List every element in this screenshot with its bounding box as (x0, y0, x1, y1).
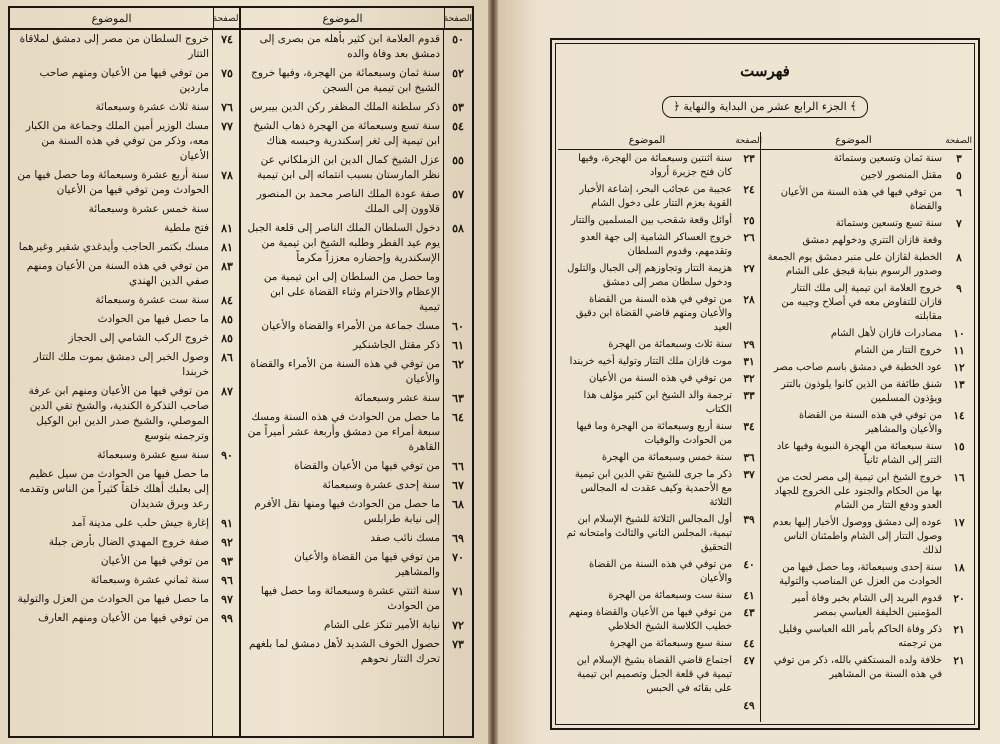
entry-topic: ما حصل من الحوادث فيها ومنها نقل الأفرم إلى نيابة طرابلس (254, 498, 440, 525)
entry-topic: ذكر سلطنة الملك المظفر ركن الدين بيبرس (249, 101, 440, 113)
index-entry (10, 571, 241, 590)
entry-page-number: ٢٣ (743, 152, 755, 165)
page-header-label: الصفحة (444, 8, 472, 28)
index-entry (761, 621, 972, 652)
index-entry (558, 260, 762, 291)
entry-page-number: ٢٤ (743, 183, 755, 196)
entry-topic: من توفي فيها من الأعيان ومنهم العارف (38, 612, 209, 624)
right-page (498, 0, 1000, 744)
index-entry (558, 181, 762, 212)
entry-page-number: ١٥ (953, 440, 965, 453)
entry-topic: سنة ثمان وتسعين وستمائة (833, 152, 942, 164)
entry-page-number: ٤٤ (743, 637, 755, 650)
entry-topic: سنة عشر وسبعمائة (354, 392, 440, 404)
entry-topic: سنة ثمان وسبعمائة من الهجرة، وفيها خروج الشيخ ابن تيمية من السجن (251, 67, 440, 94)
column-header (558, 132, 762, 150)
index-entry (558, 635, 762, 652)
book-gutter (488, 0, 498, 744)
entry-page-number: ١٧ (953, 516, 965, 529)
entry-topic: سنة سبعمائة من الهجرة النبوية وفيها عاد التتر إلى الشام ثانياً (776, 440, 942, 466)
entry-page-number: ٧٤ (221, 33, 233, 46)
entry-topic: مصادرات قازان لأهل الشام (830, 327, 942, 339)
index-entry (558, 212, 762, 229)
index-entry (761, 150, 972, 167)
entry-topic: ما حصل فيها من الحوادث من العزل والتولية (17, 593, 209, 605)
entry-page-number: ٥٨ (452, 222, 464, 235)
entry-page-number: ٤٧ (743, 654, 755, 667)
index-rows (761, 150, 972, 683)
column-header (761, 132, 972, 150)
entry-page-number: ٦١ (452, 339, 464, 352)
index-entry (558, 291, 762, 336)
index-entry (241, 317, 472, 336)
entry-page-number: ٦٧ (452, 479, 464, 492)
entry-page-number: ١٢ (953, 361, 965, 374)
entry-topic: من توفي فيها من الأعيان والقضاة ومنهم خطيب الكلاسة الشيخ الخلاطي (568, 606, 732, 632)
entry-page-number: ٩٦ (221, 574, 233, 587)
entry-page-number: ٢٥ (743, 214, 755, 227)
index-entry (10, 200, 241, 219)
entry-page-number: ٧٨ (221, 169, 233, 182)
entry-page-number: ٨٧ (221, 385, 233, 398)
entry-page-number: ٧ (956, 217, 962, 230)
entry-page-number: ٩٠ (221, 449, 233, 462)
topic-header-label: الموضوع (322, 11, 363, 25)
entry-page-number: ٦٢ (452, 358, 464, 371)
entry-topic: نيابة الأمير تنكز على الشام (323, 619, 440, 631)
index-entry (241, 64, 472, 98)
page-header-label: الصفحة (213, 8, 241, 28)
entry-topic: ذكر مقتل الجاشنكير (352, 339, 440, 351)
index-rows (558, 150, 762, 714)
entry-page-number: ٤٩ (743, 699, 755, 712)
entry-topic: سنة إحدى وسبعمائة، وما حصل فيها من الحوادث من العزل عن المناصب والتولية (779, 561, 942, 587)
topic-header-label: الموضوع (835, 135, 872, 146)
entry-topic: عود الخطبة في دمشق باسم صاحب مصر (773, 361, 942, 373)
index-entry (241, 457, 472, 476)
entry-topic: من توفي فيها في هذه السنة من الأعيان والقضاة (780, 186, 942, 212)
entry-page-number: ٧٥ (221, 67, 233, 80)
entry-page-number: ٦٣ (452, 392, 464, 405)
entry-page-number: ٧١ (452, 585, 464, 598)
entry-topic: سنة ثماني عشرة وسبعمائة (90, 574, 209, 586)
index-entry (241, 635, 472, 669)
entry-topic: من توفي في هذه السنة من القضاة والأعيان ومنهم قاضي القضاة ابن دقيق العيد (575, 293, 732, 333)
entry-page-number: ٦٩ (452, 532, 464, 545)
entry-page-number: ٩٩ (221, 612, 233, 625)
entry-page-number: ٢١ (953, 654, 965, 667)
entry-topic: خروج العساكر الشامية إلى جهة العدو وتقدمهم، وقدوم السلطان (580, 231, 732, 257)
entry-page-number: ٩ (956, 282, 962, 295)
index-entry (558, 370, 762, 387)
index-entry (761, 325, 972, 342)
index-rows (10, 30, 241, 628)
index-entry (241, 582, 472, 616)
index-entry (761, 469, 972, 514)
index-entry (10, 257, 241, 291)
index-entry (241, 185, 472, 219)
index-entry (241, 30, 472, 64)
entry-topic: من توفي في هذه السنة من الأمراء والقضاة والأعيان (250, 358, 440, 385)
index-entry (761, 590, 972, 621)
index-entry (761, 376, 972, 407)
entry-topic: خروج الركب الشامي إلى الحجاز (68, 332, 209, 344)
right-column-right (760, 132, 972, 722)
index-entry (558, 587, 762, 604)
entry-page-number: ٧٧ (221, 120, 233, 133)
entry-page-number: ٣٤ (743, 420, 755, 433)
index-entry (761, 232, 972, 249)
volume-subtitle: ﴿ الجزء الرابع عشر من البداية والنهاية ﴾ (662, 96, 868, 118)
index-entry (241, 476, 472, 495)
entry-page-number: ٥٠ (452, 33, 464, 46)
entry-page-number: ٨٣ (221, 260, 233, 273)
entry-page-number: ٩٣ (221, 555, 233, 568)
index-entry (241, 616, 472, 635)
entry-page-number: ٢٩ (743, 338, 755, 351)
entry-topic: مسك الوزير أمين الملك وجماعة من الكبار معه، وذكر من توفي في هذه السنة من الأعيان (25, 120, 209, 162)
entry-topic: وصول الخبر إلى دمشق بموت ملك التتار خربندا (33, 351, 209, 378)
entry-page-number: ٥٢ (452, 67, 464, 80)
index-entry (10, 310, 241, 329)
index-entry (241, 548, 472, 582)
entry-page-number: ٥٥ (452, 154, 464, 167)
entry-page-number: ٧٠ (452, 551, 464, 564)
entry-page-number: ٨ (956, 251, 962, 264)
entry-page-number: ٧٣ (452, 638, 464, 651)
entry-page-number: ١٦ (953, 471, 965, 484)
entry-topic: ما حصل من الحوادث في هذه السنة ومسك سبعة أمراء من دمشق وأربعة عشر أميراً من القاهرة (247, 411, 440, 453)
index-entry (761, 407, 972, 438)
index-entry (761, 559, 972, 590)
entry-page-number: ٥٣ (452, 101, 464, 114)
entry-topic: مسك جماعة من الأمراء والقضاة والأعيان (261, 320, 440, 332)
entry-topic: من توفي فيها من الأعيان (100, 555, 209, 567)
entry-topic: من توفي في هذه السنة من الأعيان ومنهم صفي الدين الهندي (26, 260, 209, 287)
entry-page-number: ٤٣ (743, 606, 755, 619)
index-entry (241, 336, 472, 355)
entry-topic: من توفي فيها من الأعيان ومنهم صاحب ماردين (39, 67, 209, 94)
entry-page-number: ٦ (956, 186, 962, 199)
index-entry (558, 556, 762, 587)
left-column-left (10, 8, 241, 736)
index-entry (10, 238, 241, 257)
entry-topic: صفة عودة الملك الناصر محمد بن المنصور قلاوون إلى الملك (256, 188, 440, 215)
entry-topic: اجتماع قاضي القضاة بشيخ الإسلام ابن تيمية في قلعة الجبل وتصميم ابن تيمية على بقائه في الحبس (576, 654, 732, 694)
entry-topic: من توفي في هذه السنة من القضاة والأعيان (589, 558, 732, 584)
entry-topic: ما حصل فيها من الحوادث من سيل عظيم إلى بعلبك أهلك خلقاً كثيراً من الناس وتقدمه رعد وبرق شديدان (18, 468, 209, 510)
index-entry (241, 529, 472, 548)
entry-page-number: ٢٨ (743, 293, 755, 306)
entry-topic: سنة تسع وتسعين وستمائة (835, 217, 942, 229)
index-entry (241, 389, 472, 408)
index-entry (761, 249, 972, 280)
entry-page-number: ٥ (956, 169, 962, 182)
entry-page-number: ٣٢ (743, 372, 755, 385)
entry-topic: مسك نائب صفد (370, 532, 440, 544)
entry-topic: من توفي فيها من الأعيان والقضاة (294, 460, 440, 472)
entry-topic: مسك بكتمر الحاجب وأيدغدي شقير وغيرهما (18, 241, 209, 253)
index-entry (558, 150, 762, 181)
entry-page-number: ٤١ (743, 589, 755, 602)
entry-page-number: ٩٢ (221, 536, 233, 549)
index-entry (558, 387, 762, 418)
entry-topic: سنة إحدى عشرة وسبعمائة (322, 479, 440, 491)
index-entry (761, 215, 972, 232)
index-entry (761, 167, 972, 184)
entry-page-number: ٤٠ (743, 558, 755, 571)
index-entry (10, 117, 241, 166)
entry-topic: من توفي في هذه السنة من القضاة والأعيان والمشاهير (799, 409, 942, 435)
index-entry (241, 355, 472, 389)
entry-topic: سنة خمس وسبعمائة من الهجرة (601, 451, 732, 463)
index-entry (558, 418, 762, 449)
entry-topic: سنة سبع وسبعمائة من الهجرة (609, 637, 732, 649)
entry-topic: خروج السلطان من مصر إلى دمشق لملاقاة التتار (19, 33, 209, 60)
entry-topic: حصول الخوف الشديد لأهل دمشق لما بلغهم تحرك التتار نحوهم (249, 638, 440, 665)
entry-page-number: ٥٧ (452, 188, 464, 201)
entry-topic: سنة ثلاث وسبعمائة من الهجرة (608, 338, 732, 350)
entry-topic: ما حصل فيها من الحوادث (97, 313, 209, 325)
entry-page-number: ٨٦ (221, 351, 233, 364)
entry-topic: عوده إلى دمشق ووصول الأخبار إليها بعدم وصول التتار إلى الشام واطمئنان الناس لذلك (772, 516, 942, 556)
entry-page-number: ٩٧ (221, 593, 233, 606)
index-entry (558, 652, 762, 697)
topic-header-label: الموضوع (628, 135, 666, 146)
index-entry (558, 336, 762, 353)
entry-topic: سنة خمس عشرة وسبعمائة (88, 203, 209, 215)
entry-page-number: ٧٦ (221, 101, 233, 114)
entry-topic: سنة اثنتي عشرة وسبعمائة وما حصل فيها من الحوادث (260, 585, 440, 612)
index-entry (10, 329, 241, 348)
index-entry (10, 446, 241, 465)
entry-page-number: ٥٤ (452, 120, 464, 133)
left-column-right (239, 8, 472, 736)
entry-topic: من توفي في هذه السنة من الأعيان (589, 372, 732, 384)
entry-topic: هزيمة التتار وتجاوزهم إلى الجبال والتلول ودخول سلطان مصر إلى دمشق (567, 262, 732, 288)
index-rows (241, 30, 472, 669)
entry-topic: سنة ست عشرة وسبعمائة (95, 294, 209, 306)
entry-page-number: ٦٤ (452, 411, 464, 424)
index-entry (241, 268, 472, 317)
index-entry (10, 514, 241, 533)
index-entry (241, 495, 472, 529)
topic-header-label: الموضوع (91, 11, 132, 25)
index-entry (761, 280, 972, 325)
index-entry (558, 697, 762, 714)
entry-topic: ترجمة والد الشيخ ابن كثير مؤلف هذا الكتاب (583, 389, 732, 415)
entry-topic: إغارة جيش حلب على مدينة آمد (71, 517, 209, 529)
index-entry (10, 98, 241, 117)
entry-page-number: ٨٤ (221, 294, 233, 307)
entry-page-number: ٧٢ (452, 619, 464, 632)
index-entry (241, 219, 472, 268)
entry-topic: ذكر وفاة الحاكم بأمر الله العباسي وقليل من ترجمته (778, 623, 942, 649)
entry-topic: أوائل وقعة شقحب بين المسلمين والتتار (570, 214, 732, 226)
index-entry (761, 342, 972, 359)
entry-topic: خروج التتار من الشام (854, 344, 942, 356)
page-header-label: الصفحة (735, 135, 762, 146)
entry-topic: سنة تسع وسبعمائة من الهجرة ذهاب الشيخ ابن تيمية إلى ثغر إسكندرية وحبسه هناك (253, 120, 440, 147)
entry-page-number: ٣ (956, 152, 962, 165)
index-entry (761, 652, 972, 683)
index-entry (241, 151, 472, 185)
entry-topic: سنة أربع عشرة وسبعمائة وما حصل فيها من الحوادث ومن توفي فيها من الأعيان (17, 169, 209, 196)
entry-page-number: ١٨ (953, 561, 965, 574)
entry-topic: سنة اثنتين وسبعمائة من الهجرة، وفيها كان فتح جزيرة أرواد (578, 152, 732, 178)
entry-topic: فتح ملطية (164, 222, 209, 234)
entry-topic: قدوم البريد إلى الشام بخبر وفاة أمير المؤمنين الخليفة العباسي بمصر (792, 592, 942, 618)
index-entry (10, 465, 241, 514)
entry-topic: شنق طائفة من الذين كانوا يلوذون بالتتر ويؤذون المسلمين (781, 378, 942, 404)
entry-topic: وقعة قازان التتري ودخولهم دمشق (802, 234, 942, 246)
index-entry (558, 511, 762, 556)
entry-page-number: ٣٧ (743, 468, 755, 481)
index-entry (241, 117, 472, 151)
entry-page-number: ١٣ (953, 378, 965, 391)
entry-topic: عجيبة من عجائب البحر، إشاعة الأخبار القوية بعزم التتار على دخول الشام (579, 183, 732, 209)
column-header (241, 8, 472, 30)
index-entry (558, 466, 762, 511)
entry-page-number: ٢٠ (953, 592, 965, 605)
index-entry (558, 449, 762, 466)
right-index-frame (550, 38, 980, 730)
entry-topic: خروج العلامة ابن تيمية إلى ملك التتار قازان للتفاوض معه في أصلاح وجيبه من مقابلته (781, 282, 942, 322)
index-entry (558, 353, 762, 370)
index-entry (761, 438, 972, 469)
entry-page-number: ٣٦ (743, 451, 755, 464)
index-entry (241, 408, 472, 457)
index-entry (558, 604, 762, 635)
entry-topic: دخول السلطان الملك الناصر إلى قلعة الجبل يوم عيد الفطر وطلبه الشيخ ابن تيمية من الإسكندرية وإحضاره معززاً مكرماً (247, 222, 440, 264)
index-entry (761, 514, 972, 559)
entry-topic: وما حصل من السلطان إلى ابن تيمية من الإعظام والاحترام وثناء القضاة على ابن تيمية (263, 271, 440, 313)
entry-topic: ذكر ما جرى للشيخ تقي الدين ابن تيمية مع الأحمدية وكيف عقدت له المجالس الثلاثة (574, 468, 732, 508)
index-entry (10, 291, 241, 310)
entry-topic: من توفي فيها من الأعيان ومنهم ابن عرفة صاحب التذكرة الكندية، والشيخ تقي الدين الموصلي، والشيخ صدر الدين ابن الوكيل وترجمته بتوسع (28, 385, 209, 442)
entry-page-number: ٦٨ (452, 498, 464, 511)
index-entry (10, 382, 241, 446)
entry-page-number: ٨١ (221, 241, 233, 254)
index-entry (761, 184, 972, 215)
entry-topic: خلافة ولده المستكفي بالله، ذكر من توفي في هذه السنة من المشاهير (773, 654, 942, 680)
index-entry (10, 219, 241, 238)
entry-topic: الخطبة لقازان على منبر دمشق يوم الجمعة وصدور الرسوم بنيابة قبجق على الشام (767, 251, 942, 277)
entry-topic: سنة ست وسبعمائة من الهجرة (608, 589, 732, 601)
page-header-label: الصفحة (945, 135, 972, 146)
index-entry (10, 552, 241, 571)
entry-topic: من توفي فيها من القضاة والأعيان والمشاهير (294, 551, 440, 578)
entry-topic: موت قازان ملك التتار وتولية أخيه خربندا (569, 355, 732, 367)
entry-page-number: ٢٧ (743, 262, 755, 275)
index-entry (10, 609, 241, 628)
entry-page-number: ٦٠ (452, 320, 464, 333)
entry-page-number: ٦٦ (452, 460, 464, 473)
index-table (558, 132, 972, 722)
entry-page-number: ١٤ (953, 409, 965, 422)
entry-page-number: ٢١ (953, 623, 965, 636)
index-entry (241, 98, 472, 117)
left-page (0, 0, 488, 744)
entry-topic: أول المجالس الثلاثة للشيخ الإسلام ابن تيمية، المجلس الثاني والثالث وامتحانه ثم التحقيق (566, 513, 732, 553)
entry-page-number: ٨١ (221, 222, 233, 235)
right-column-left (558, 132, 762, 722)
entry-topic: سنة أربع وسبعمائة من الهجرة وما فيها من الحوادث والوفيات (576, 420, 732, 446)
entry-topic: عزل الشيخ كمال الدين ابن الزملكاني عن نظر المارستان بسبب انتمائه إلى ابن تيمية (257, 154, 440, 181)
index-entry (10, 30, 241, 64)
entry-page-number: ٣٣ (743, 389, 755, 402)
index-entry (761, 359, 972, 376)
entry-page-number: ١١ (953, 344, 965, 357)
entry-topic: خروج الشيخ ابن تيمية إلى مصر لحث من بها من الحكام والجنود على الخروج للجهاد العدو ودفع التتار من الشام (774, 471, 942, 511)
entry-page-number: ٨٥ (221, 313, 233, 326)
entry-topic: مقتل المنصور لاجين (860, 169, 942, 181)
index-entry (10, 590, 241, 609)
index-entry (10, 166, 241, 200)
left-index-frame (8, 6, 474, 738)
entry-page-number: ١٠ (953, 327, 965, 340)
entry-page-number: ٢٦ (743, 231, 755, 244)
column-header (10, 8, 241, 30)
entry-topic: قدوم العلامة ابن كثير بأهله من بصرى إلى دمشق بعد وفاة والده (259, 33, 440, 60)
entry-topic: سنة سبع عشرة وسبعمائة (96, 449, 209, 461)
index-title: فهرست (740, 62, 790, 80)
entry-topic: صفة خروج المهدي الضال بأرض جبلة (48, 536, 209, 548)
index-entry (10, 348, 241, 382)
entry-page-number: ٩١ (221, 517, 233, 530)
index-entry (10, 64, 241, 98)
entry-page-number: ٣٩ (743, 513, 755, 526)
entry-page-number: ٨٥ (221, 332, 233, 345)
index-entry (558, 229, 762, 260)
index-entry (10, 533, 241, 552)
entry-page-number: ٣١ (743, 355, 755, 368)
entry-topic: سنة ثلاث عشرة وسبعمائة (95, 101, 209, 113)
